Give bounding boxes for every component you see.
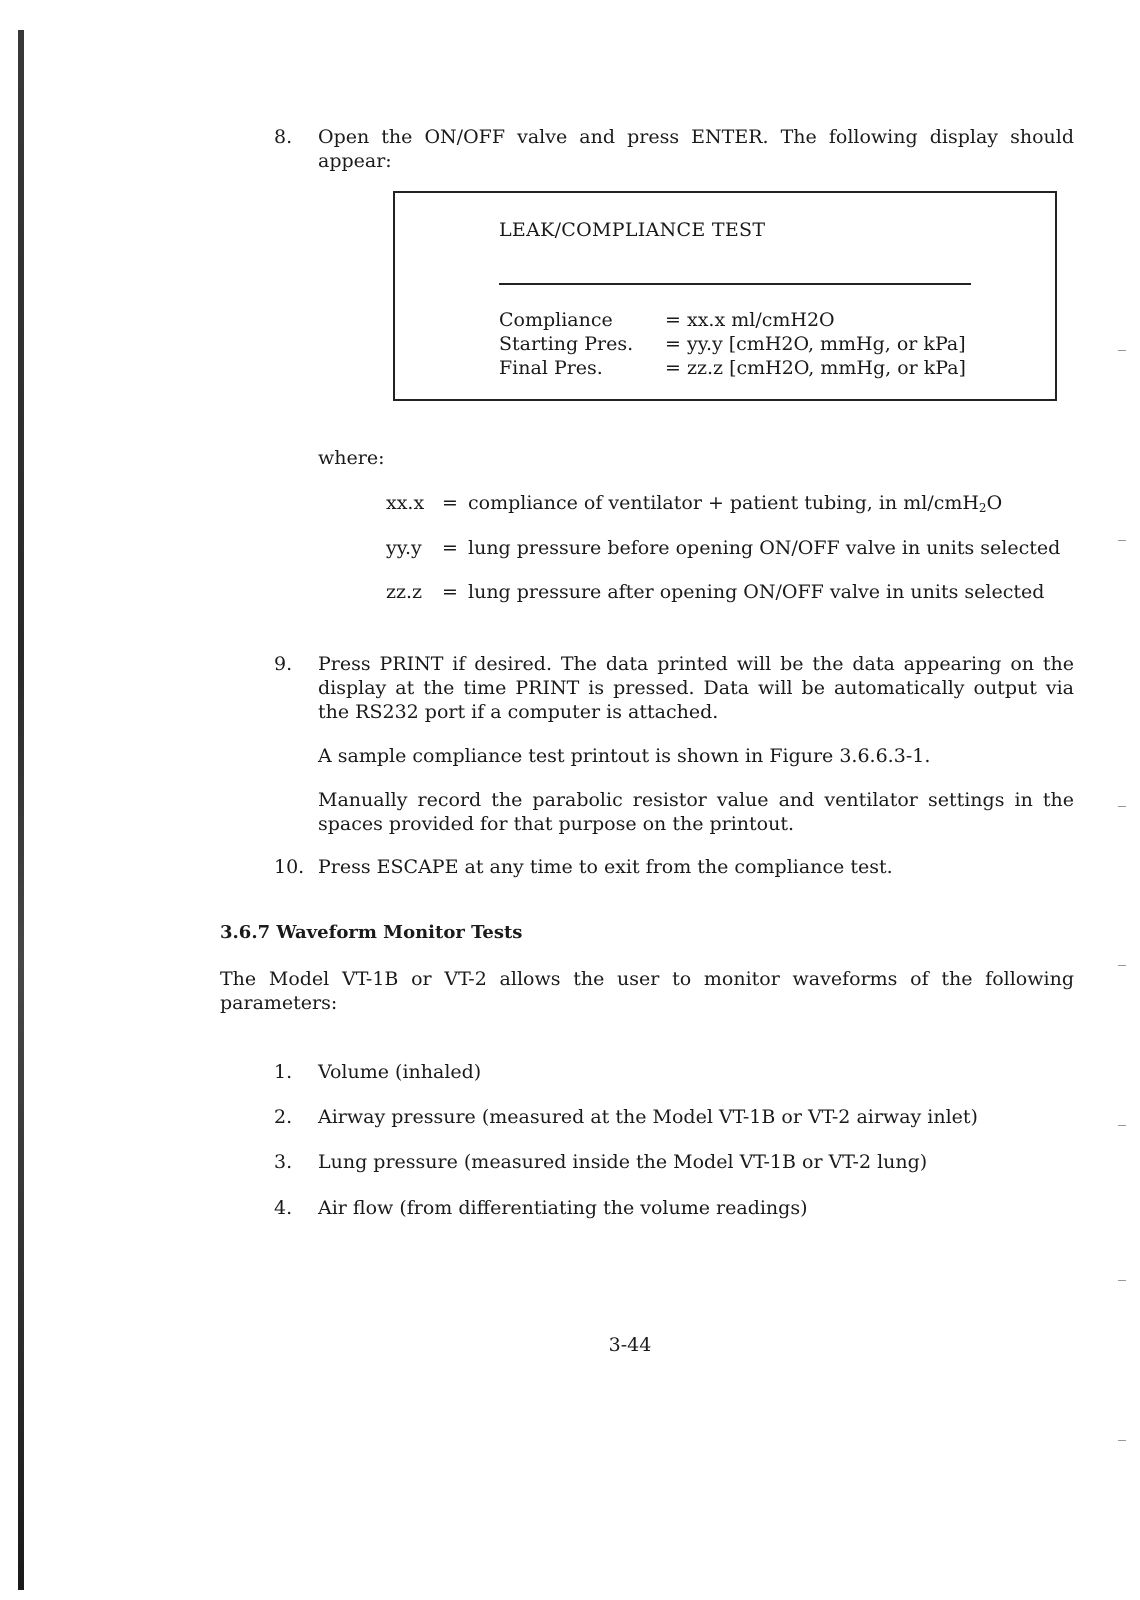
definition-symbol: zz.z	[386, 581, 423, 603]
step-number: 10.	[274, 856, 305, 878]
list-text: Airway pressure (measured at the Model VT-1B or VT-2 airway inlet)	[318, 1106, 978, 1128]
list-number: 1.	[274, 1061, 293, 1083]
definition-xx	[386, 492, 1086, 516]
display-label: Compliance	[499, 309, 613, 331]
scan-mark	[1118, 1125, 1126, 1126]
definition-text: compliance of ventilator + patient tubing, in ml/cmH$_2$O	[468, 492, 1003, 515]
section-intro: The Model VT-1B or VT-2 allows the user to monitor waveforms of the following parameters:	[220, 968, 1074, 1014]
display-value: yy.y [cmH2O, mmHg, or kPa]	[687, 333, 966, 355]
scan-mark	[1118, 350, 1126, 351]
list-item	[274, 1197, 1074, 1221]
display-box	[393, 191, 1057, 401]
scan-binding-edge	[18, 30, 24, 1590]
display-row-compliance	[499, 309, 1019, 333]
list-item	[274, 1061, 1074, 1085]
list-number: 2.	[274, 1106, 293, 1128]
definition-zz	[386, 581, 1086, 605]
display-title: LEAK/COMPLIANCE TEST	[499, 219, 766, 241]
step-number: 9.	[274, 653, 293, 675]
step-paragraph: A sample compliance test printout is shown in Figure 3.6.6.3-1.	[318, 745, 931, 767]
definition-symbol: yy.y	[386, 537, 422, 559]
display-label: Final Pres.	[499, 357, 603, 379]
step-paragraph: Manually record the parabolic resistor value and ventilator settings in the spaces provided for that purpose on the printout.	[318, 789, 1074, 835]
display-value: xx.x ml/cmH2O	[687, 309, 835, 331]
list-item	[274, 1151, 1074, 1175]
scan-mark	[1118, 965, 1126, 966]
list-text: Volume (inhaled)	[318, 1061, 482, 1083]
step-text: Open the ON/OFF valve and press ENTER. The following display should appear:	[318, 126, 1074, 172]
definition-text: lung pressure before opening ON/OFF valve in units selected	[468, 537, 1061, 559]
display-row-starting-pres	[499, 333, 1019, 357]
scan-mark	[1118, 540, 1126, 541]
equals-sign: =	[442, 537, 458, 559]
definition-symbol: xx.x	[386, 492, 425, 514]
display-row-final-pres	[499, 357, 1019, 381]
scan-mark	[1118, 1280, 1126, 1281]
list-item	[274, 1106, 1074, 1130]
equals-sign: =	[665, 357, 681, 379]
page-number: 3-44	[608, 1334, 652, 1356]
equals-sign: =	[442, 492, 458, 514]
scan-mark	[1118, 1440, 1126, 1441]
step-text: Press ESCAPE at any time to exit from the compliance test.	[318, 856, 893, 878]
scan-mark	[1118, 806, 1126, 807]
display-label: Starting Pres.	[499, 333, 634, 355]
step-paragraph: Press PRINT if desired. The data printed will be the data appearing on the display at the time PRINT is pressed. Data will be automatically output via the RS232 port if a computer is attached.	[318, 653, 1074, 723]
equals-sign: =	[665, 333, 681, 355]
equals-sign: =	[665, 309, 681, 331]
section-heading: 3.6.7 Waveform Monitor Tests	[220, 922, 523, 943]
definition-text: lung pressure after opening ON/OFF valve in units selected	[468, 581, 1045, 603]
where-label: where:	[318, 447, 385, 469]
display-divider	[499, 283, 971, 285]
display-value: zz.z [cmH2O, mmHg, or kPa]	[687, 357, 966, 379]
list-text: Air flow (from differentiating the volume readings)	[318, 1197, 808, 1219]
definition-yy	[386, 537, 1086, 561]
list-number: 3.	[274, 1151, 293, 1173]
list-number: 4.	[274, 1197, 293, 1219]
list-text: Lung pressure (measured inside the Model VT-1B or VT-2 lung)	[318, 1151, 928, 1173]
equals-sign: =	[442, 581, 458, 603]
step-number: 8.	[274, 126, 293, 148]
